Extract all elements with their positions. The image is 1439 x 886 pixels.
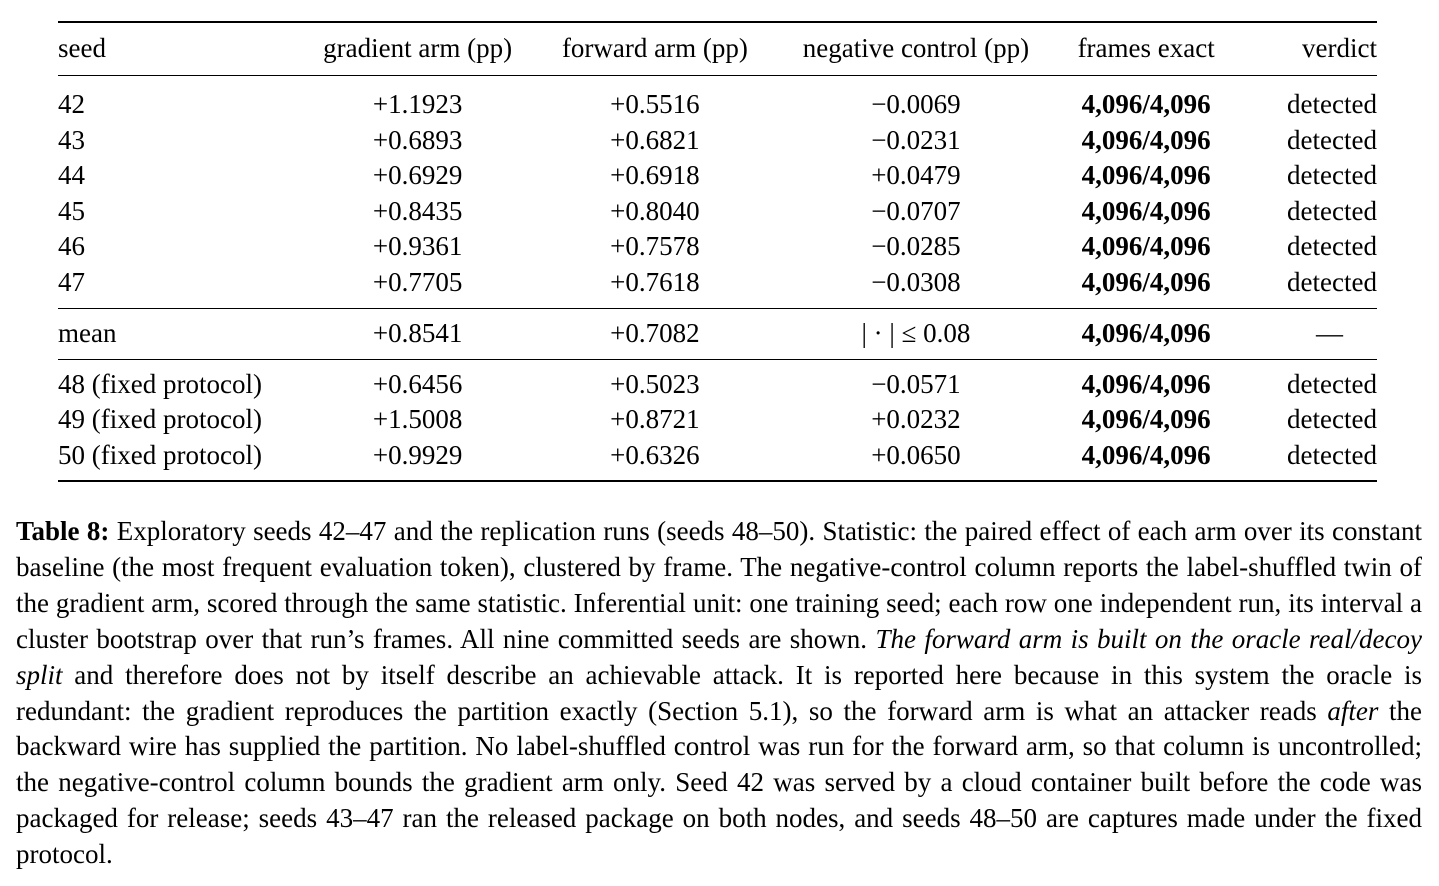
cell-negative: −0.0231 xyxy=(871,124,961,155)
cell-negative: −0.0571 xyxy=(773,359,1060,402)
cell-negative: +0.0232 xyxy=(871,404,961,435)
cell-frames: 4,096/4,096 xyxy=(1081,195,1211,226)
cell-frames: 4,096/4,096 xyxy=(1081,266,1211,297)
table-row xyxy=(58,123,1377,159)
cell-negative: +0.0650 xyxy=(773,438,1060,482)
cell-seed: 42 xyxy=(58,76,298,123)
cell-verdict: detected xyxy=(1233,359,1377,402)
caption-italic-text: after xyxy=(1327,695,1379,726)
cell-gradient: +0.8541 xyxy=(298,308,537,359)
cell-negative: −0.0308 xyxy=(871,266,961,297)
header-negative-control: negative control (pp) xyxy=(773,22,1060,76)
cell-gradient: +0.8435 xyxy=(372,195,463,226)
caption-italic-text: The forward arm is built on the oracle real/decoy split xyxy=(16,623,1423,690)
cell-frames: 4,096/4,096 xyxy=(1081,160,1211,191)
cell-gradient: +1.1923 xyxy=(298,76,537,123)
cell-verdict: detected xyxy=(1287,266,1377,297)
cell-negative: +0.0479 xyxy=(871,160,961,191)
table-row xyxy=(58,265,1377,308)
cell-seed: 46 xyxy=(58,231,85,262)
cell-negative: −0.0707 xyxy=(871,195,961,226)
caption-label: Table 8: xyxy=(16,516,110,546)
results-table xyxy=(58,21,1377,482)
cell-seed: 50 (fixed protocol) xyxy=(58,438,298,482)
table-row xyxy=(58,438,1377,482)
cell-forward: +0.7618 xyxy=(610,266,700,297)
cell-frames: 4,096/4,096 xyxy=(1081,124,1211,155)
caption-text: Exploratory seeds 42–47 and the replication runs (seeds 48–50). Statistic: the paired effect of each arm over its constant baseline (the most frequent evaluation token), clustered by frame. The negative-control column reports the label-shuffled twin of the gradient arm, scored through the same statistic. Inferential unit: one training seed; each row one independent run, its interval a cluster bootstrap over that run’s frames. All nine committed seeds are shown. xyxy=(16,516,1422,654)
header-seed: seed xyxy=(58,22,298,76)
table-row xyxy=(58,359,1377,402)
cell-forward: +0.6326 xyxy=(537,438,772,482)
results-table-container xyxy=(58,21,1377,482)
cell-verdict: — xyxy=(1233,308,1377,359)
cell-frames: 4,096/4,096 xyxy=(1081,231,1211,262)
cell-gradient: +0.9361 xyxy=(372,231,463,262)
cell-seed: mean xyxy=(58,308,298,359)
header-gradient-arm: gradient arm (pp) xyxy=(298,22,537,76)
cell-forward: +0.6821 xyxy=(610,124,700,155)
table-header-row xyxy=(58,22,1377,76)
cell-seed: 43 xyxy=(58,124,85,155)
cell-frames: 4,096/4,096 xyxy=(1059,438,1233,482)
cell-frames: 4,096/4,096 xyxy=(1059,359,1233,402)
table-row xyxy=(58,194,1377,230)
table-row xyxy=(58,229,1377,265)
cell-forward: +0.5023 xyxy=(537,359,772,402)
cell-negative: −0.0069 xyxy=(773,76,1060,123)
caption-text: and therefore does not by itself describe an achievable attack. It is reported here because in this system the oracle is redundant: the gradient reproduces the partition exactly (Section 5.1), so the forward arm is what an attacker reads xyxy=(16,659,1422,726)
cell-seed: 47 xyxy=(58,266,85,297)
cell-forward: +0.6918 xyxy=(610,160,700,191)
cell-verdict: detected xyxy=(1287,404,1377,435)
cell-forward: +0.5516 xyxy=(537,76,772,123)
caption-text: the backward wire has supplied the partition. No label-shuffled control was run for the forward arm, so that column is uncontrolled; the negative-control column bounds the gradient arm only. Seed 42 was served by a cloud container built before the code was packaged for release; seeds 43–47 ran the released package on both nodes, and seeds 48–50 are captures made under the fixed protocol. xyxy=(16,695,1422,870)
cell-gradient: +0.7705 xyxy=(372,266,463,297)
cell-seed: 48 (fixed protocol) xyxy=(58,359,298,402)
cell-forward: +0.7082 xyxy=(537,308,772,359)
cell-verdict: detected xyxy=(1287,195,1377,226)
cell-frames: 4,096/4,096 xyxy=(1081,404,1211,435)
cell-frames: 4,096/4,096 xyxy=(1059,308,1233,359)
cell-negative: −0.0285 xyxy=(871,231,961,262)
cell-gradient: +1.5008 xyxy=(372,404,463,435)
cell-forward: +0.8721 xyxy=(610,404,700,435)
cell-negative: | · | ≤ 0.08 xyxy=(773,308,1060,359)
cell-gradient: +0.6929 xyxy=(372,160,463,191)
header-forward-arm: forward arm (pp) xyxy=(537,22,772,76)
cell-gradient: +0.6893 xyxy=(372,124,463,155)
cell-verdict: detected xyxy=(1287,160,1377,191)
header-verdict: verdict xyxy=(1233,22,1377,76)
cell-seed: 44 xyxy=(58,160,85,191)
table-row xyxy=(58,402,1377,438)
cell-gradient: +0.6456 xyxy=(298,359,537,402)
cell-gradient: +0.9929 xyxy=(298,438,537,482)
cell-seed: 49 (fixed protocol) xyxy=(58,404,262,435)
table-row xyxy=(58,158,1377,194)
cell-forward: +0.7578 xyxy=(610,231,700,262)
cell-verdict: detected xyxy=(1233,76,1377,123)
table-row xyxy=(58,76,1377,123)
table-caption xyxy=(16,514,1422,873)
cell-verdict: detected xyxy=(1233,438,1377,482)
cell-seed: 45 xyxy=(58,195,85,226)
header-frames-exact: frames exact xyxy=(1059,22,1233,76)
cell-verdict: detected xyxy=(1287,231,1377,262)
mean-row xyxy=(58,308,1377,359)
cell-forward: +0.8040 xyxy=(610,195,700,226)
cell-frames: 4,096/4,096 xyxy=(1059,76,1233,123)
cell-verdict: detected xyxy=(1287,124,1377,155)
